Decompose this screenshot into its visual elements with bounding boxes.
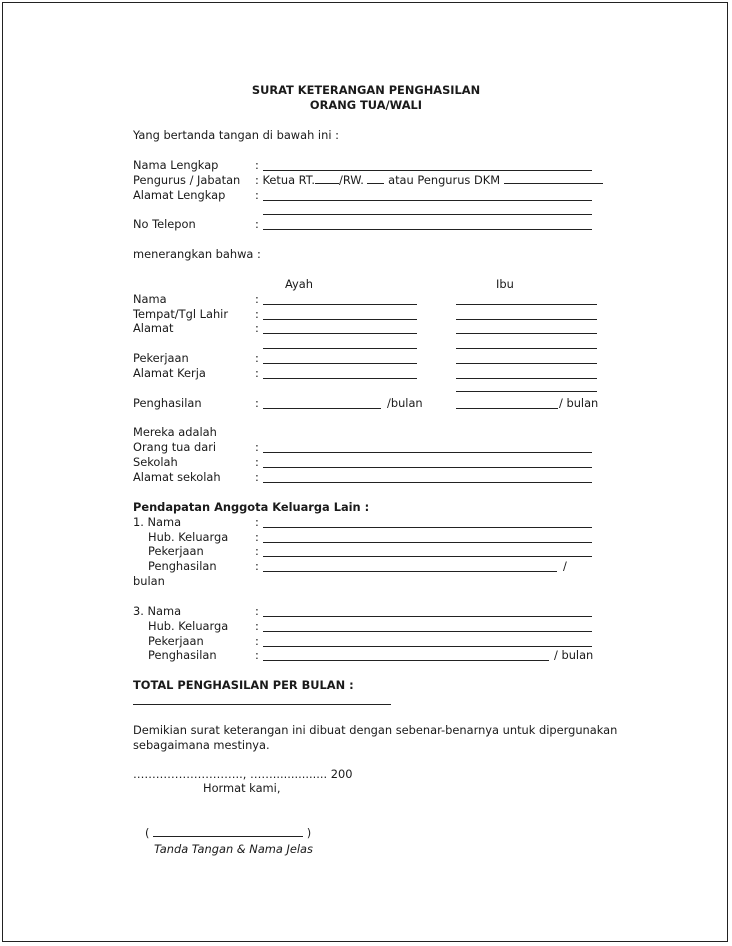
label-1-penghasilan: Penghasilan [148, 559, 217, 573]
colon: : [255, 634, 259, 648]
field-no-telepon[interactable] [263, 229, 592, 230]
label-ttl: Tempat/Tgl Lahir [133, 307, 229, 321]
per-bulan: / bulan [554, 648, 594, 662]
col-ibu: Ibu [496, 277, 514, 291]
menerangkan-text: menerangkan bahwa : [133, 247, 261, 261]
other-family-heading: Pendapatan Anggota Keluarga Lain : [133, 500, 370, 514]
label-orang-tua-dari: Orang tua dari [133, 440, 217, 454]
intro-text: Yang bertanda tangan di bawah ini : [133, 128, 339, 142]
closing-line1: Demikian surat keterangan ini dibuat dengan sebenar-benarnya untuk dipergunakan [133, 723, 618, 737]
label-3-penghasilan: Penghasilan [148, 648, 217, 662]
colon: : [255, 559, 259, 573]
colon: : [255, 366, 259, 380]
colon: : [255, 544, 259, 558]
label-alamat-lengkap: Alamat Lengkap [133, 188, 226, 202]
label-no-telepon: No Telepon [133, 217, 196, 231]
field-ibu-alamat-2[interactable] [456, 348, 597, 349]
label-1-nama: 1. Nama [133, 515, 182, 529]
label-alamat-kerja: Alamat Kerja [133, 366, 206, 380]
bulan-text: bulan [133, 574, 165, 588]
colon: : [255, 530, 259, 544]
ibu-per-bulan: / bulan [559, 396, 599, 410]
place-date: ……………………….., ……............... 200 [133, 767, 353, 781]
total-heading: TOTAL PENGHASILAN PER BULAN : [133, 678, 354, 692]
label-1-hub: Hub. Keluarga [148, 530, 229, 544]
field-1-pekerjaan[interactable] [263, 556, 592, 557]
field-1-penghasilan[interactable] [263, 571, 557, 572]
field-ibu-pekerjaan[interactable] [456, 363, 597, 364]
colon: : [255, 648, 259, 662]
label-pengurus: Pengurus / Jabatan [133, 173, 241, 187]
col-ayah: Ayah [285, 277, 313, 291]
field-alamat-lengkap-1[interactable] [263, 200, 592, 201]
colon: : [255, 470, 259, 484]
field-ibu-alamat-1[interactable] [456, 333, 597, 334]
field-alamat-lengkap-2[interactable] [263, 214, 592, 215]
field-ayah-alamat-kerja[interactable] [263, 378, 417, 379]
field-3-pekerjaan[interactable] [263, 646, 592, 647]
label-alamat-sekolah: Alamat sekolah [133, 470, 221, 484]
field-orang-tua-dari[interactable] [263, 452, 592, 453]
field-nama-lengkap[interactable] [263, 170, 592, 171]
field-ibu-extra-line[interactable] [456, 391, 597, 392]
label-3-pekerjaan: Pekerjaan [148, 634, 204, 648]
label-3-nama: 3. Nama [133, 604, 182, 618]
label-nama-lengkap: Nama Lengkap [133, 158, 219, 172]
label-nama: Nama [133, 292, 167, 306]
colon: : [255, 217, 259, 231]
colon: : [255, 619, 259, 633]
label-alamat: Alamat [133, 321, 174, 335]
colon: : [255, 351, 259, 365]
doc-subtitle: ORANG TUA/WALI [309, 98, 423, 112]
field-ayah-pekerjaan[interactable] [263, 363, 417, 364]
label-1-pekerjaan: Pekerjaan [148, 544, 204, 558]
colon: : [255, 396, 259, 410]
field-ibu-alamat-kerja[interactable] [456, 378, 597, 379]
label-pekerjaan: Pekerjaan [133, 351, 189, 365]
field-sekolah[interactable] [263, 467, 592, 468]
field-ayah-ttl[interactable] [263, 319, 417, 320]
label-penghasilan: Penghasilan [133, 396, 202, 410]
field-1-hub[interactable] [263, 542, 592, 543]
field-3-nama[interactable] [263, 616, 592, 617]
colon: : [255, 158, 259, 172]
field-ibu-penghasilan[interactable] [456, 408, 558, 409]
colon: : [255, 321, 259, 335]
field-ibu-nama[interactable] [456, 304, 597, 305]
pengurus-value[interactable]: : Ketua RT. /RW. atau Pengurus DKM [255, 173, 603, 187]
signature-line[interactable]: ( ) [145, 826, 312, 840]
field-ayah-alamat-1[interactable] [263, 333, 417, 334]
label-sekolah: Sekolah [133, 455, 178, 469]
colon: : [255, 515, 259, 529]
mereka-adalah: Mereka adalah [133, 425, 217, 439]
field-1-nama[interactable] [263, 527, 592, 528]
ayah-per-bulan: /bulan [387, 396, 423, 410]
field-alamat-sekolah[interactable] [263, 482, 592, 483]
field-ayah-penghasilan[interactable] [263, 408, 381, 409]
colon: : [255, 188, 259, 202]
colon: : [255, 455, 259, 469]
field-3-hub[interactable] [263, 631, 592, 632]
closing-line2: sebagaimana mestinya. [133, 738, 270, 752]
doc-title: SURAT KETERANGAN PENGHASILAN [251, 83, 481, 97]
label-3-hub: Hub. Keluarga [148, 619, 229, 633]
field-ibu-ttl[interactable] [456, 319, 597, 320]
colon: : [255, 604, 259, 618]
slash: / [563, 559, 567, 573]
field-total[interactable] [133, 704, 391, 705]
page-border [2, 2, 728, 942]
field-ayah-nama[interactable] [263, 304, 417, 305]
colon: : [255, 292, 259, 306]
field-ayah-alamat-2[interactable] [263, 348, 417, 349]
hormat-kami: Hormat kami, [203, 781, 281, 795]
field-3-penghasilan[interactable] [263, 660, 549, 661]
colon: : [255, 440, 259, 454]
signature-caption: Tanda Tangan & Nama Jelas [154, 842, 313, 856]
colon: : [255, 307, 259, 321]
